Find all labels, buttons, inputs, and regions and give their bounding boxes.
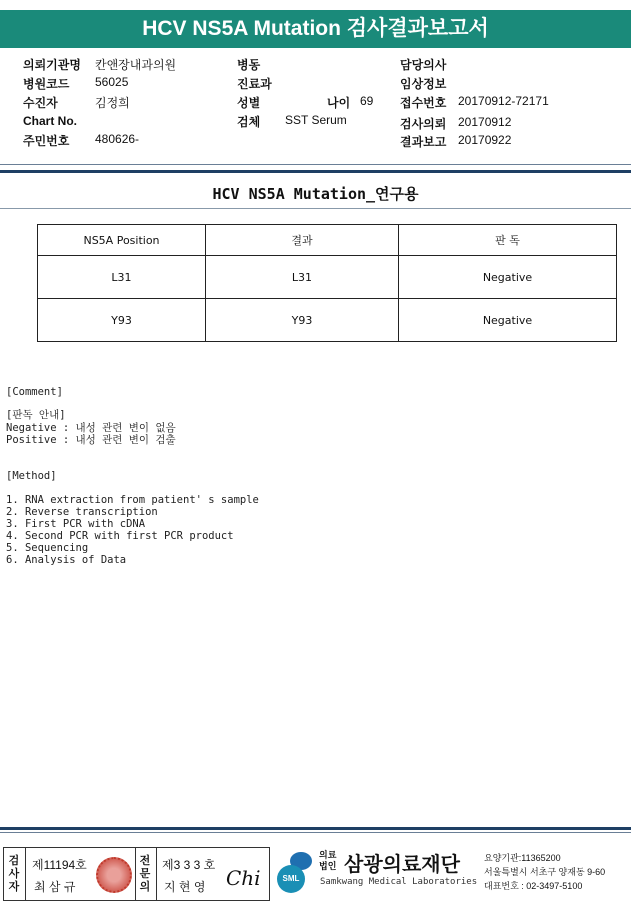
- value-patient: 김정희: [95, 96, 130, 110]
- label-receipt-no: 접수번호: [400, 96, 447, 110]
- label-specimen: 검체: [237, 115, 261, 129]
- guide-heading: [판독 안내]: [6, 409, 66, 421]
- column-header: 결과: [206, 225, 399, 256]
- value-receipt-no: 20170912-72171: [458, 94, 549, 108]
- org-name-en: Samkwang Medical Laboratories: [320, 877, 478, 887]
- report-title: HCV NS5A Mutation 검사결과보고서: [0, 10, 631, 48]
- label-resident-no: 주민번호: [23, 134, 70, 148]
- value-request-date: 20170912: [458, 115, 512, 129]
- section-title: HCV NS5A Mutation_연구용: [212, 185, 419, 203]
- method-line: 3. First PCR with cDNA: [6, 518, 146, 530]
- label-request-date: 검사의뢰: [400, 117, 447, 131]
- method-heading: [Method]: [6, 470, 57, 482]
- label-clinical-info: 임상정보: [400, 77, 447, 91]
- divider: [0, 208, 631, 209]
- value-hospital-code: 56025: [95, 75, 129, 89]
- tester-label: 검 사 자: [8, 855, 20, 893]
- value-resident-no: 480626-: [95, 132, 140, 146]
- org-name: 삼광의료재단: [344, 854, 460, 876]
- method-line: 1. RNA extraction from patient' s sample: [6, 494, 259, 506]
- specialist-label: 전 문 의: [139, 855, 151, 893]
- table-header-row: [38, 225, 617, 256]
- column-header: 판 독: [399, 225, 617, 256]
- tester-name: 최 삼 규: [34, 880, 76, 894]
- divider: [0, 170, 631, 173]
- divider: [0, 164, 631, 165]
- table-row: [38, 256, 617, 299]
- label-patient: 수진자: [23, 96, 58, 110]
- method-line: 6. Analysis of Data: [6, 554, 127, 566]
- tester-license-no: 제11194호: [32, 858, 87, 872]
- specialist-name: 지 현 영: [164, 880, 206, 894]
- value-report-date: 20170922: [458, 133, 512, 147]
- table-cell: Negative: [399, 299, 617, 342]
- table-cell: L31: [206, 256, 399, 299]
- specialist-license-no: 제3 3 3 호: [162, 858, 216, 872]
- guide-line: Negative : 내성 관련 변이 없음: [6, 422, 176, 434]
- method-line: 2. Reverse transcription: [6, 506, 158, 518]
- divider: [0, 827, 631, 830]
- table-cell: L31: [38, 256, 206, 299]
- org-contact: 요양기관:11365200 서울특별시 서초구 양재동 9-60 대표번호 : 02-3497-5100: [484, 853, 606, 891]
- signature-box: [3, 847, 270, 901]
- table-row: [38, 299, 617, 342]
- label-hospital-code: 병원코드: [23, 77, 70, 91]
- signature: Chi: [226, 866, 261, 890]
- seal-stamp: [96, 857, 132, 893]
- value-specimen: SST Serum: [285, 113, 347, 127]
- method-line: 5. Sequencing: [6, 542, 89, 554]
- logo-icon: SML: [277, 865, 305, 893]
- label-ward: 병동: [237, 58, 261, 72]
- label-chart-no: Chart No.: [23, 114, 77, 128]
- table-cell: Y93: [206, 299, 399, 342]
- patient-info: [0, 54, 631, 164]
- label-report-date: 결과보고: [400, 135, 447, 149]
- label-doctor: 담당의사: [400, 58, 447, 72]
- value-age: 69: [360, 94, 374, 108]
- comment-heading: [Comment]: [6, 386, 63, 398]
- label-age: 나이: [327, 96, 351, 110]
- label-institution: 의뢰기관명: [23, 58, 81, 72]
- divider: [0, 832, 631, 833]
- label-department: 진료과: [237, 77, 272, 91]
- guide-line: Positive : 내성 관련 변이 검출: [6, 434, 176, 446]
- column-header: NS5A Position: [38, 225, 206, 256]
- result-table: [37, 224, 617, 342]
- value-institution: 칸앤장내과의원: [95, 58, 177, 72]
- method-line: 4. Second PCR with first PCR product: [6, 530, 234, 542]
- table-cell: Y93: [38, 299, 206, 342]
- org-prefix: 의료 법인: [319, 850, 337, 871]
- table-cell: Negative: [399, 256, 617, 299]
- label-sex: 성별: [237, 96, 261, 110]
